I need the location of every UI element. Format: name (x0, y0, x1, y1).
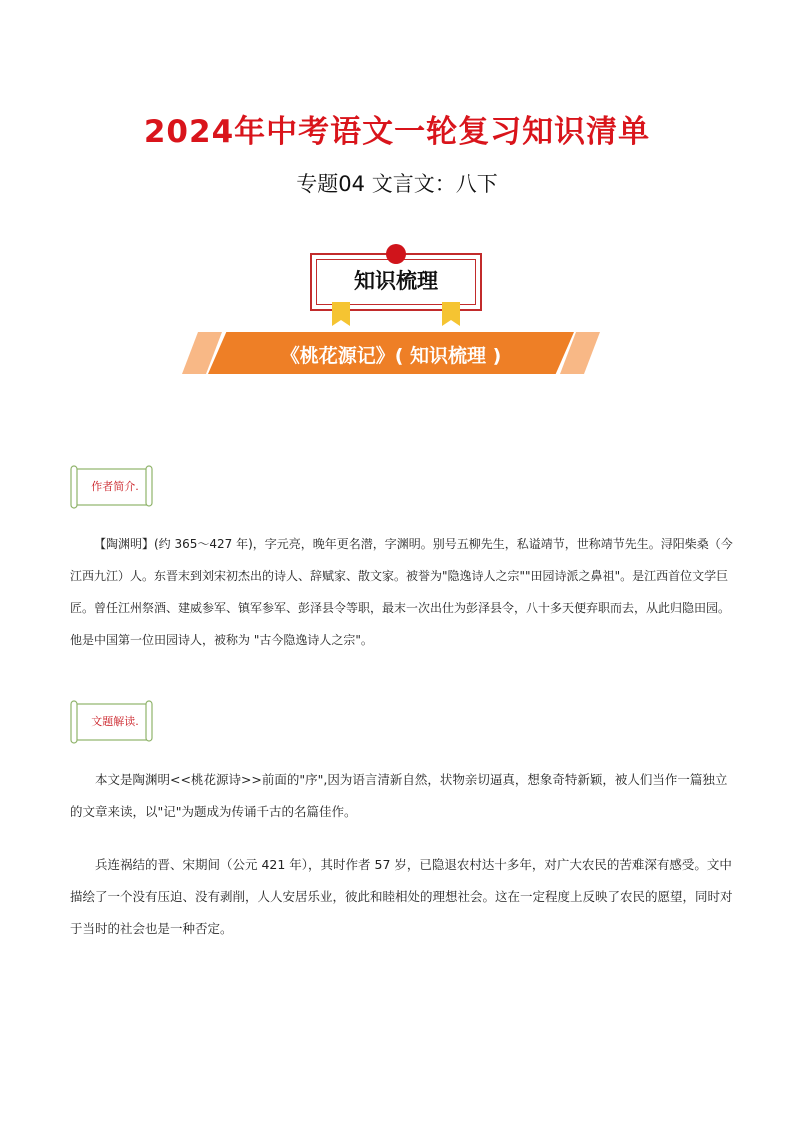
banner-label: 《桃花源记》( 知识梳理 ) (280, 345, 502, 367)
author-tag (68, 464, 154, 510)
page-title: 2024年中考语文一轮复习知识清单 (143, 114, 651, 150)
section-badge-label: 知识梳理 (354, 269, 438, 293)
title-explain-tag-label: 文题解读. (91, 715, 139, 728)
section-banner (182, 332, 600, 374)
page-subtitle: 专题04 文言文：八下 (296, 172, 498, 196)
author-tag-label: 作者简介. (91, 480, 139, 493)
author-bio-paragraph: 【陶渊明】(约 365～427 年)，字元亮，晚年更名潜，字渊明。别号五柳先生，私谥靖节，世称靖节先生。浔阳柴桑（今江西九江）人。东晋末到刘宋初杰出的诗人、辞赋家、散文家。被誉为"隐逸诗人之宗""田园诗派之鼻祖"。是江西首位文学巨匠。曾任江州祭酒、建威参军、镇军参军、彭泽县令等职，最末一次出仕为彭泽县令，八十多天便弃职而去，从此归隐田园。他是中国第一位田园诗人，被称为 "古今隐逸诗人之宗"。 (70, 537, 733, 647)
badge-dot-icon (386, 244, 406, 264)
section-badge (310, 244, 482, 326)
ribbon-left-icon (332, 302, 350, 326)
explain-paragraph-1: 本文是陶渊明<<桃花源诗>>前面的"序",因为语言清新自然，状物亲切逼真，想象奇特新颖，被人们当作一篇独立的文章来读，以"记"为题成为传诵千古的名篇佳作。 (70, 772, 728, 819)
ribbon-right-icon (442, 302, 460, 326)
title-explain-tag (68, 699, 154, 745)
explain-paragraph-2: 兵连祸结的晋、宋期间（公元 421 年），其时作者 57 岁，已隐退农村达十多年，对广大农民的苦难深有感受。文中描绘了一个没有压迫、没有剥削，人人安居乐业，彼此和睦相处的理想社会。这在一定程度上反映了农民的愿望，同时对于当时的社会也是一种否定。 (70, 857, 733, 936)
